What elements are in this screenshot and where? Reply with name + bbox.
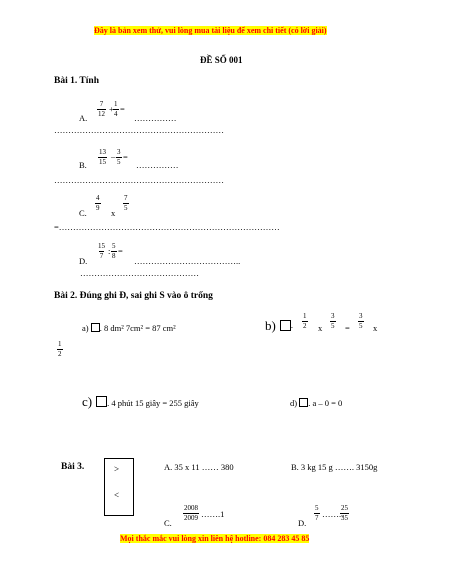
less-than-symbol: < (114, 490, 120, 500)
numerator: 5 (315, 504, 319, 512)
fraction (98, 148, 107, 167)
answer-checkbox[interactable] (96, 396, 107, 407)
item-2c (82, 393, 199, 411)
equals-sign: = (118, 246, 123, 256)
fraction (97, 242, 106, 261)
operator: x (318, 323, 323, 333)
item-1a-label: A. (79, 113, 88, 123)
item-1d-label: D. (79, 256, 88, 266)
item-3d-label: D. (298, 518, 307, 528)
fraction (330, 312, 336, 331)
numerator: 1 (114, 100, 118, 108)
denominator: 5 (331, 322, 335, 330)
numerator: 15 (98, 242, 105, 250)
numerator: 5 (112, 242, 116, 250)
numerator: 1 (58, 340, 62, 348)
fraction (111, 242, 117, 261)
denominator: 2 (58, 350, 62, 358)
answer-dots: …….. (322, 509, 344, 519)
fraction (57, 340, 63, 359)
answer-checkbox[interactable] (299, 398, 308, 407)
operator: + (109, 104, 114, 114)
numerator: 7 (99, 100, 104, 108)
denominator: 12 (98, 110, 105, 118)
denominator: 2009 (184, 514, 198, 522)
item-2c-label: c) (82, 394, 93, 409)
answer-dots: …….1 (201, 509, 225, 519)
fraction (113, 100, 119, 119)
fraction (358, 312, 364, 331)
answer-dots: ……………………………….. (134, 256, 241, 266)
item-2a-label: a) (82, 323, 89, 333)
numerator: 2008 (184, 504, 198, 512)
denominator: 5 (359, 322, 363, 330)
exercise-1-heading: Bài 1. Tính (54, 76, 99, 86)
answer-line: …………………………………………………… (54, 175, 224, 185)
item-2c-statement: . 4 phút 15 giây = 255 giây (107, 398, 199, 408)
fraction (116, 148, 122, 167)
answer-line: …………………………………… (80, 268, 199, 278)
denominator: 2 (303, 322, 307, 330)
item-2d-statement: . a – 0 = 0 (308, 398, 343, 408)
item-2d-label: d) (290, 398, 298, 408)
operator: x (373, 323, 378, 333)
fraction (123, 194, 129, 213)
item-2a-statement: . 8 dm² 7cm² = 87 cm² (99, 323, 176, 333)
denominator: 7 (315, 514, 319, 522)
numerator: 3 (117, 148, 121, 156)
item-2a (82, 323, 176, 333)
numerator: 3 (359, 312, 363, 320)
equals-sign: = (123, 152, 128, 162)
answer-dots: …………… (134, 113, 177, 123)
numerator: 7 (124, 194, 128, 202)
numerator: 3 (331, 312, 335, 320)
hotline-banner: Mọi thắc mắc vui lòng xin liên hệ hotline: 084 283 45 85 (120, 534, 310, 543)
denominator: 15 (99, 158, 106, 166)
item-2b: b) . (265, 318, 293, 333)
document-title: ĐỀ SỐ 001 (200, 55, 243, 65)
exercise-3-heading: Bài 3. (61, 462, 85, 472)
fraction (302, 312, 308, 331)
equals-sign: = (345, 323, 350, 333)
fraction (340, 504, 349, 523)
fraction (314, 504, 320, 523)
denominator: 5 (124, 204, 128, 212)
denominator: 5 (117, 158, 121, 166)
fraction (97, 100, 106, 119)
answer-checkbox[interactable] (280, 320, 291, 331)
fraction (95, 194, 101, 213)
operator: x (111, 208, 116, 218)
item-3c-label: C. (164, 518, 172, 528)
equals-sign: = (120, 104, 125, 114)
item-1c-label: C. (79, 208, 87, 218)
numerator: 25 (341, 504, 348, 512)
preview-banner: Đây là bản xem thử, vui lòng mua tài liệu để xem chi tiết (có lời giải) (94, 26, 327, 35)
denominator: 7 (99, 252, 104, 260)
numerator: 1 (303, 312, 307, 320)
answer-line: …………………………………………………… (54, 125, 224, 135)
operator: : (108, 246, 111, 256)
answer-line: =…………………………………………………………………… (54, 222, 280, 232)
exercise-2-heading: Bài 2. Đúng ghi Đ, sai ghi S vào ô trống (54, 291, 213, 301)
answer-dots: …………… (136, 160, 179, 170)
operator: – (111, 151, 116, 161)
item-3b: B. 3 kg 15 g ……. 3150g (291, 462, 378, 472)
denominator: 35 (341, 514, 348, 522)
fraction (183, 504, 199, 523)
item-2d (290, 398, 342, 408)
answer-checkbox[interactable] (91, 323, 100, 332)
item-3a: A. 35 x 11 …… 380 (164, 462, 234, 472)
item-2b-label: b) (265, 318, 276, 333)
greater-than-symbol: > (114, 464, 120, 474)
numerator: 13 (99, 148, 106, 156)
denominator: 4 (114, 110, 118, 118)
denominator: 8 (112, 252, 116, 260)
denominator: 9 (96, 204, 100, 212)
numerator: 4 (96, 194, 100, 202)
item-1b-label: B. (79, 160, 87, 170)
